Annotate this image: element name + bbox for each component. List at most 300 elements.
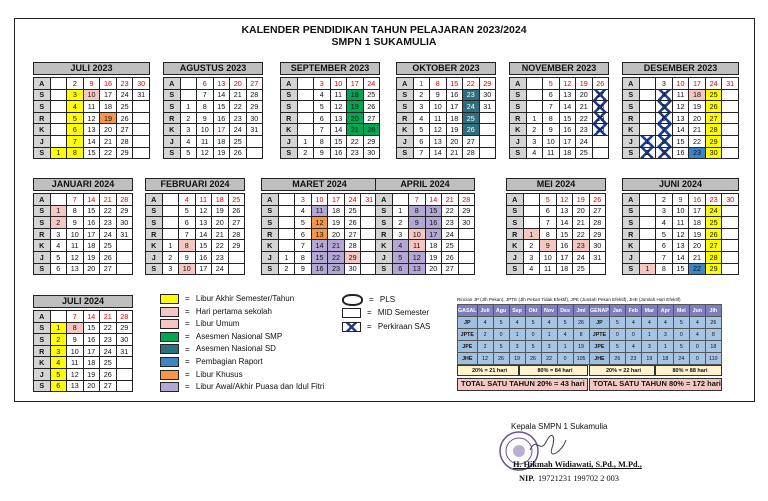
date-cell: 21 <box>328 240 345 252</box>
date-cell <box>297 112 314 124</box>
date-cell: 2 <box>523 240 540 252</box>
date-cell: 6 <box>50 263 67 275</box>
date-cell: 20 <box>212 217 229 229</box>
date-cell: 21 <box>689 251 706 263</box>
date-cell: 18 <box>83 240 100 252</box>
date-cell: 25 <box>344 205 361 217</box>
weekday-label: R <box>623 228 640 240</box>
stats-cell: 5 <box>609 341 625 353</box>
weekday-label: K <box>34 240 51 252</box>
week-row <box>623 78 739 90</box>
stats-cell: 22 <box>541 353 557 365</box>
date-cell <box>162 228 179 240</box>
date-cell <box>133 101 150 113</box>
date-cell: 28 <box>246 89 263 101</box>
date-cell: 27 <box>589 205 606 217</box>
stats-cell: 5 <box>525 317 541 329</box>
date-cell: 23 <box>442 217 459 229</box>
date-cell: 8 <box>409 205 426 217</box>
weekday-label: S <box>34 101 51 113</box>
week-row <box>262 240 378 252</box>
month-days-table <box>622 77 739 159</box>
legend-symbol-swatch <box>342 308 361 318</box>
week-row <box>623 112 739 124</box>
date-cell: 27 <box>363 112 380 124</box>
total-ganjil: TOTAL SATU TAHUN 20% = 43 hari <box>457 378 588 391</box>
date-cell: 3 <box>392 228 409 240</box>
week-row <box>623 194 739 206</box>
legend-equals: = <box>185 382 192 392</box>
date-cell: 16 <box>559 124 576 136</box>
date-cell: 21 <box>100 135 117 147</box>
date-cell: 3 <box>526 135 543 147</box>
date-cell: 14 <box>213 89 230 101</box>
date-cell: 23 <box>116 78 133 90</box>
date-cell: 4 <box>180 135 197 147</box>
date-cell: 4 <box>526 147 543 159</box>
date-cell: 7 <box>543 101 560 113</box>
date-cell: 14 <box>195 228 212 240</box>
date-cell: 12 <box>672 228 689 240</box>
date-cell: 23 <box>347 147 364 159</box>
date-cell: 4 <box>656 217 673 229</box>
date-cell: 17 <box>556 251 573 263</box>
date-cell: 13 <box>556 205 573 217</box>
date-cell <box>589 263 606 275</box>
stats-cell: 18 <box>705 341 721 353</box>
weekday-label: J <box>623 135 640 147</box>
month-header: FEBRUARI 2024 <box>145 178 245 191</box>
date-cell: 24 <box>573 251 590 263</box>
date-cell: 10 <box>540 251 557 263</box>
date-cell: 14 <box>330 124 347 136</box>
date-cell: 28 <box>458 194 475 206</box>
date-cell: 18 <box>347 89 364 101</box>
week-row <box>281 112 380 124</box>
date-cell: 25 <box>363 89 380 101</box>
stats-caption: Rincian JP (Jlh Pekan), JPTE (Jlh Pekan Tidak Efektif), JPE (Jumlah Pekan Efektif), JHE (Jumlah Hari Efektif) <box>457 297 681 302</box>
stats-cell: 4 <box>509 317 525 329</box>
date-cell: 1 <box>639 263 656 275</box>
weekday-label: S <box>623 89 640 101</box>
week-row <box>146 205 245 217</box>
date-cell: 5 <box>179 205 196 217</box>
date-cell: 7 <box>656 124 673 136</box>
date-cell: 17 <box>689 205 706 217</box>
legend-label: Libur Awal/Akhir Puasa dan Idul Fitri <box>195 382 325 392</box>
week-row <box>397 147 496 159</box>
date-cell: 28 <box>228 228 245 240</box>
school-name: SMPN 1 SUKAMULIA <box>331 36 437 48</box>
date-cell: 21 <box>446 147 463 159</box>
date-cell: 28 <box>116 311 133 323</box>
date-cell: 31 <box>479 101 496 113</box>
date-cell <box>639 78 656 90</box>
date-cell: 22 <box>576 112 593 124</box>
date-cell: 6 <box>543 89 560 101</box>
stats-head-cell: Des <box>557 305 573 317</box>
date-cell <box>458 251 475 263</box>
date-cell: 4 <box>523 263 540 275</box>
month-header: OKTOBER 2023 <box>396 62 496 75</box>
date-cell: 6 <box>656 240 673 252</box>
date-cell: 2 <box>413 89 430 101</box>
legend-equals: = <box>185 344 192 354</box>
date-cell: 20 <box>446 135 463 147</box>
stats-cell: 4 <box>625 341 641 353</box>
week-row <box>34 334 133 346</box>
legend-symbol-item <box>342 294 395 306</box>
date-cell: 11 <box>67 357 84 369</box>
stats-cell: 5 <box>557 317 573 329</box>
week-row <box>376 251 475 263</box>
weekday-label: S <box>507 217 524 229</box>
date-cell <box>639 240 656 252</box>
date-cell: 16 <box>330 147 347 159</box>
date-cell: 16 <box>556 240 573 252</box>
stats-cell: JPE <box>590 341 610 353</box>
weekday-label: R <box>623 112 640 124</box>
date-cell: 13 <box>672 240 689 252</box>
date-cell: 12 <box>195 205 212 217</box>
weekday-label: K <box>281 124 298 136</box>
date-cell: 25 <box>573 263 590 275</box>
date-cell: 28 <box>705 124 722 136</box>
date-cell: 27 <box>116 124 133 136</box>
stats-cell: 0 <box>609 329 625 341</box>
weekday-label: S <box>507 205 524 217</box>
week-row <box>507 263 606 275</box>
date-cell <box>592 135 609 147</box>
date-cell: 5 <box>67 112 84 124</box>
weekday-label: R <box>397 112 414 124</box>
weekday-label: R <box>281 112 298 124</box>
date-cell: 9 <box>197 112 214 124</box>
weekday-label: S <box>281 147 298 159</box>
date-cell: 8 <box>314 135 331 147</box>
date-cell: 4 <box>413 112 430 124</box>
date-cell: 18 <box>559 147 576 159</box>
date-cell: 11 <box>540 263 557 275</box>
date-cell: 15 <box>83 147 100 159</box>
date-cell: 14 <box>83 135 100 147</box>
date-cell <box>297 124 314 136</box>
stats-cell: 3 <box>541 341 557 353</box>
stats-cell: 0 <box>689 341 705 353</box>
date-cell: 4 <box>179 194 196 206</box>
stats-cell: 4 <box>689 329 705 341</box>
legend-label: Libur Khusus <box>195 369 243 379</box>
legend-symbol-swatch <box>342 294 363 306</box>
weekday-label: S <box>34 205 51 217</box>
date-cell: 8 <box>179 240 196 252</box>
date-cell: 3 <box>162 263 179 275</box>
date-cell: 22 <box>689 135 706 147</box>
weekday-label: J <box>34 135 51 147</box>
weekday-label: S <box>397 101 414 113</box>
legend-item <box>160 357 263 367</box>
week-row <box>34 147 150 159</box>
date-cell: 2 <box>180 112 197 124</box>
weekday-label: S <box>510 101 527 113</box>
date-cell: 22 <box>100 205 117 217</box>
week-row <box>623 263 739 275</box>
week-row <box>34 311 133 323</box>
date-cell: 1 <box>50 205 67 217</box>
stats-cell: 8 <box>573 329 589 341</box>
week-row <box>262 263 378 275</box>
date-cell: 19 <box>425 251 442 263</box>
stats-cell: 4 <box>641 317 657 329</box>
date-cell: 4 <box>50 357 67 369</box>
weekday-label: A <box>510 78 527 90</box>
date-cell: 9 <box>540 240 557 252</box>
date-cell: 22 <box>573 228 590 240</box>
legend-equals: = <box>185 369 192 379</box>
date-cell: 13 <box>67 263 84 275</box>
weekday-label: S <box>397 147 414 159</box>
weekday-label: S <box>623 205 640 217</box>
stats-head-cell: Agu <box>493 305 509 317</box>
week-row <box>34 89 150 101</box>
date-cell: 30 <box>589 240 606 252</box>
date-cell: 9 <box>314 147 331 159</box>
date-cell <box>722 251 739 263</box>
week-row <box>507 217 606 229</box>
week-row <box>397 101 496 113</box>
stats-cell: 4 <box>689 317 705 329</box>
weekday-label: S <box>34 217 51 229</box>
date-cell <box>50 89 67 101</box>
date-cell: 26 <box>705 101 722 113</box>
date-cell: 14 <box>556 217 573 229</box>
weekday-label: A <box>623 194 640 206</box>
stats-cell: 1 <box>557 341 573 353</box>
date-cell: 11 <box>672 217 689 229</box>
date-cell: 13 <box>672 112 689 124</box>
stats-cell: JHE <box>458 353 478 365</box>
week-row <box>281 135 380 147</box>
date-cell: 27 <box>100 263 117 275</box>
weekday-label: S <box>623 101 640 113</box>
date-cell: 24 <box>344 194 361 206</box>
nip-value: 19721231 199702 2 003 <box>538 474 619 483</box>
date-cell: 15 <box>672 135 689 147</box>
date-cell: 13 <box>213 78 230 90</box>
date-cell: 15 <box>195 240 212 252</box>
date-cell: 29 <box>246 101 263 113</box>
date-cell: 29 <box>228 240 245 252</box>
weekday-label: S <box>623 147 640 159</box>
stats-cell: 4 <box>657 317 673 329</box>
date-cell: 5 <box>656 101 673 113</box>
stats-cell: 2 <box>477 329 493 341</box>
week-row <box>34 78 150 90</box>
weekday-label: A <box>262 194 279 206</box>
date-cell <box>639 217 656 229</box>
week-row <box>34 368 133 380</box>
date-cell: 3 <box>180 124 197 136</box>
date-cell: 14 <box>672 124 689 136</box>
date-cell: 10 <box>311 194 328 206</box>
weekday-label: S <box>623 217 640 229</box>
weekday-label: S <box>164 101 181 113</box>
date-cell <box>133 135 150 147</box>
date-cell: 19 <box>573 194 590 206</box>
date-cell: 3 <box>656 78 673 90</box>
date-cell: 4 <box>295 205 312 217</box>
date-cell: 13 <box>559 89 576 101</box>
date-cell: 9 <box>83 78 100 90</box>
date-cell: 2 <box>639 147 656 159</box>
week-row <box>262 205 378 217</box>
weekday-label: A <box>146 194 163 206</box>
date-cell: 24 <box>116 89 133 101</box>
weekday-label: S <box>146 217 163 229</box>
weekday-label: S <box>510 147 527 159</box>
date-cell <box>180 78 197 90</box>
stats-cell: 0 <box>673 329 689 341</box>
date-cell: 27 <box>592 89 609 101</box>
date-cell: 5 <box>392 251 409 263</box>
legend-equals: = <box>185 306 192 316</box>
date-cell: 2 <box>526 124 543 136</box>
date-cell <box>722 112 739 124</box>
date-cell: 24 <box>100 228 117 240</box>
date-cell: 17 <box>328 194 345 206</box>
month-days-table <box>506 193 606 275</box>
stats-cell: 26 <box>493 353 509 365</box>
date-cell: 3 <box>295 194 312 206</box>
weekday-label: K <box>397 124 414 136</box>
date-cell: 26 <box>592 78 609 90</box>
date-cell <box>722 240 739 252</box>
weekday-label: S <box>146 263 163 275</box>
weekday-label: K <box>623 240 640 252</box>
month-header: DESEMBER 2023 <box>622 62 739 75</box>
date-cell: 26 <box>344 217 361 229</box>
date-cell <box>592 147 609 159</box>
date-cell: 25 <box>705 89 722 101</box>
month-header: JANUARI 2024 <box>33 178 133 191</box>
weekday-label: R <box>262 228 279 240</box>
weekday-label: S <box>34 89 51 101</box>
stats-cell: 18 <box>657 353 673 365</box>
date-cell: 12 <box>67 251 84 263</box>
date-cell <box>50 124 67 136</box>
month-header: JULI 2024 <box>33 295 133 308</box>
date-cell: 28 <box>116 135 133 147</box>
date-cell: 28 <box>463 147 480 159</box>
date-cell <box>50 194 67 206</box>
date-cell: 27 <box>344 228 361 240</box>
date-cell: 4 <box>67 101 84 113</box>
weekday-label: S <box>34 334 51 346</box>
date-cell: 11 <box>430 112 447 124</box>
date-cell <box>297 78 314 90</box>
week-row <box>510 78 609 90</box>
date-cell <box>228 251 245 263</box>
stats-genap-table <box>589 304 722 365</box>
date-cell: 16 <box>689 194 706 206</box>
date-cell: 22 <box>328 251 345 263</box>
date-cell <box>458 263 475 275</box>
date-cell <box>116 263 133 275</box>
weekday-label: S <box>397 89 414 101</box>
month-days-table <box>396 77 496 159</box>
date-cell: 16 <box>83 217 100 229</box>
week-row <box>34 194 133 206</box>
legend-label: Libur Umum <box>195 319 240 329</box>
date-cell: 20 <box>576 89 593 101</box>
date-cell: 15 <box>559 112 576 124</box>
date-cell: 21 <box>689 124 706 136</box>
date-cell: 10 <box>197 124 214 136</box>
date-cell: 5 <box>50 368 67 380</box>
date-cell: 17 <box>83 228 100 240</box>
date-cell <box>722 147 739 159</box>
date-cell <box>722 89 739 101</box>
stats-cell: 5 <box>525 341 541 353</box>
stats-cell: 0 <box>557 353 573 365</box>
stats-head-cell: Okt <box>525 305 541 317</box>
date-cell: 4 <box>314 89 331 101</box>
date-cell: 5 <box>50 251 67 263</box>
date-cell: 5 <box>295 217 312 229</box>
date-cell: 7 <box>656 251 673 263</box>
date-cell: 15 <box>425 205 442 217</box>
stats-head-cell: Jun <box>689 305 705 317</box>
week-row <box>164 101 263 113</box>
weekday-label: K <box>510 124 527 136</box>
date-cell: 29 <box>479 78 496 90</box>
legend-item <box>160 294 294 304</box>
genap-80pct: 80% = 88 hari <box>655 365 722 376</box>
week-row <box>34 124 150 136</box>
date-cell: 7 <box>67 135 84 147</box>
date-cell: 9 <box>672 194 689 206</box>
date-cell: 13 <box>330 112 347 124</box>
week-row <box>34 240 133 252</box>
date-cell <box>246 135 263 147</box>
date-cell: 31 <box>246 124 263 136</box>
stats-cell: 19 <box>641 353 657 365</box>
date-cell: 9 <box>543 124 560 136</box>
date-cell: 24 <box>212 263 229 275</box>
stats-cell: JPTE <box>590 329 610 341</box>
weekday-label: S <box>623 263 640 275</box>
stats-cell: 0 <box>493 329 509 341</box>
date-cell <box>116 240 133 252</box>
week-row <box>507 251 606 263</box>
date-cell: 18 <box>213 135 230 147</box>
date-cell <box>458 240 475 252</box>
date-cell: 6 <box>314 112 331 124</box>
date-cell: 19 <box>347 101 364 113</box>
legend-item <box>160 344 276 354</box>
date-cell <box>278 228 295 240</box>
date-cell: 19 <box>689 101 706 113</box>
week-row <box>34 112 150 124</box>
date-cell: 28 <box>589 217 606 229</box>
date-cell <box>297 89 314 101</box>
date-cell: 12 <box>330 101 347 113</box>
week-row <box>281 89 380 101</box>
date-cell: 4 <box>392 240 409 252</box>
week-row <box>34 322 133 334</box>
date-cell: 29 <box>458 205 475 217</box>
date-cell: 15 <box>83 205 100 217</box>
